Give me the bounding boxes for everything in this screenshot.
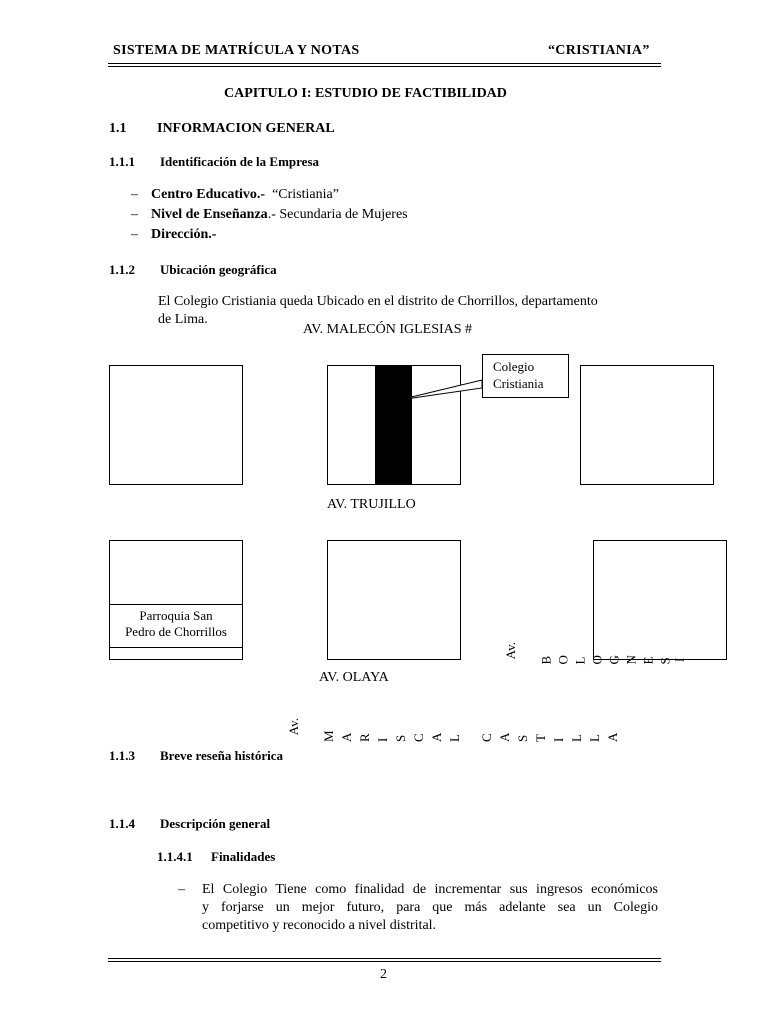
street-letter: M (321, 730, 336, 742)
bullet-dash: – (131, 227, 138, 242)
section-1-1-4-title: Descripción general (160, 816, 271, 831)
section-1-1-title: INFORMACION GENERAL (157, 121, 335, 136)
section-1-1-1-title: Identificación de la Empresa (160, 154, 320, 169)
purpose-line-3: competitivo y reconocido a nivel distrital. (202, 918, 437, 933)
bullet-value: .- Secundaria de Mujeres (267, 207, 408, 222)
bullet-label: Centro Educativo.- (151, 187, 266, 202)
street-letter: L (569, 734, 584, 742)
location-text-line-2: de Lima. (158, 312, 208, 327)
map-block (327, 540, 461, 660)
street-trujillo: AV. TRUJILLO (327, 497, 416, 512)
street-letter: I (551, 737, 566, 742)
street-letter: N (623, 655, 639, 665)
street-letter: C (411, 733, 426, 742)
street-letter: L (587, 734, 602, 742)
bullet-dash: – (178, 882, 185, 897)
header-right: “CRISTIANIA” (548, 43, 650, 58)
street-letter: O (555, 655, 571, 665)
purpose-line-2: y forjarse un mejor futuro, para que más adelante sea un Colegio (202, 900, 658, 915)
section-1-1-4-number: 1.1.4 (109, 816, 135, 831)
bullet-label: Dirección.- (151, 227, 217, 242)
street-letter: B (538, 655, 554, 665)
callout-line-1: Colegio (493, 359, 535, 374)
bullet-value: “Cristiania” (265, 187, 339, 202)
purpose-line-1: El Colegio Tiene como finalidad de incrementar sus ingresos económicos (202, 882, 658, 897)
footer-rule-2 (108, 961, 661, 962)
street-olaya: AV. OLAYA (319, 670, 389, 685)
section-1-1-2-title: Ubicación geográfica (160, 262, 277, 277)
street-letter: T (533, 734, 548, 742)
section-1-1-3-number: 1.1.3 (109, 748, 135, 763)
street-letter: C (479, 733, 494, 742)
street-bolognesi-prefix: Av. (503, 642, 518, 660)
street-letter: A (429, 732, 444, 742)
street-letter: R (357, 733, 372, 742)
street-mariscal (320, 725, 464, 741)
chapter-title: CAPITULO I: ESTUDIO DE FACTIBILIDAD (224, 86, 507, 101)
section-1-1-4-1-title: Finalidades (211, 849, 276, 864)
parish-line-1: Parroquia San (139, 608, 213, 623)
bullet-dash: – (131, 187, 138, 202)
bullet-dash: – (131, 207, 138, 222)
map-block (593, 540, 727, 660)
street-castilla-prefix: Av. (286, 718, 301, 736)
section-1-1-4-1-number: 1.1.4.1 (157, 849, 193, 864)
section-1-1-2-number: 1.1.2 (109, 262, 135, 277)
location-text-line-1: El Colegio Cristiania queda Ubicado en el distrito de Chorrillos, departamento (158, 294, 598, 309)
street-letter: A (605, 732, 620, 742)
street-letter: G (606, 655, 622, 665)
street-letter: L (572, 656, 588, 665)
street-letter: S (515, 734, 530, 742)
street-letter: I (672, 657, 687, 662)
header-left: SISTEMA DE MATRÍCULA Y NOTAS (113, 43, 360, 58)
street-letter: A (497, 732, 512, 742)
street-letter: O (589, 655, 605, 665)
parish-line-2: Pedro de Chorrillos (125, 624, 227, 639)
street-letter: E (640, 656, 656, 665)
street-letter: S (393, 734, 408, 742)
section-1-1-1-number: 1.1.1 (109, 154, 135, 169)
street-letter: A (339, 732, 354, 742)
street-malecon-iglesias: AV. MALECÓN IGLESIAS # (303, 322, 473, 337)
section-1-1-number: 1.1 (109, 121, 127, 136)
street-castilla (478, 725, 622, 741)
bullet-label: Nivel de Enseñanza (151, 207, 268, 222)
street-bolognesi (538, 648, 686, 664)
street-letter: I (375, 737, 390, 742)
section-1-1-3-title: Breve reseña histórica (160, 748, 283, 763)
street-letter: S (657, 657, 673, 665)
street-letter: L (447, 734, 462, 742)
callout-line-2: Cristiania (493, 376, 544, 391)
footer-rule (108, 958, 661, 959)
page-number: 2 (380, 967, 387, 982)
